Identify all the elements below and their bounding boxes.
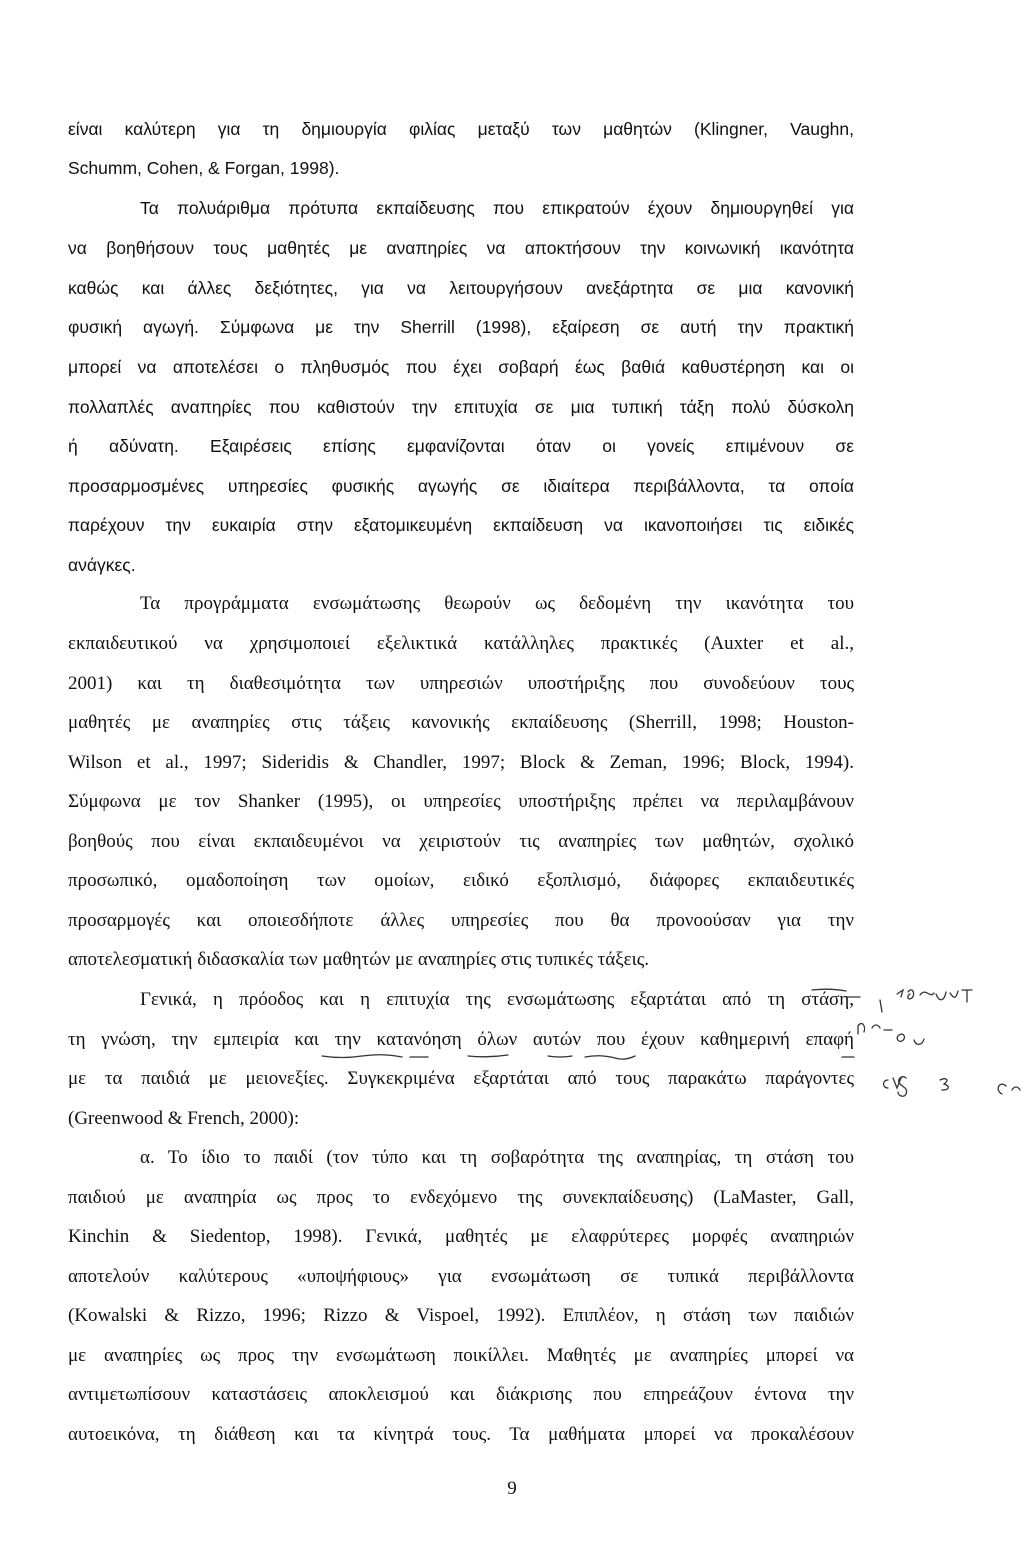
text-line: Τα πολυάριθμα πρότυπα εκπαίδευσης που επικρατούν έχουν δημιουργηθεί για <box>140 198 854 218</box>
text-line: (Greenwood & French, 2000): <box>68 1108 300 1129</box>
text-line: με αναπηρίες ως προς την ενσωμάτωση ποικίλλει. Μαθητές με αναπηρίες μπορεί να <box>68 1345 854 1366</box>
text-line: παρέχουν την ευκαιρία στην εξατομικευμένη εκπαίδευση να ικανοποιήσει τις ειδικές <box>68 515 854 535</box>
text-line: αντιμετωπίσουν καταστάσεις αποκλεισμού και διάκρισης που επηρεάζουν έντονα την <box>68 1384 854 1405</box>
text-line: Τα προγράμματα ενσωμάτωσης θεωρούν ως δεδομένη την ικανότητα του <box>140 593 854 614</box>
page-number: 9 <box>507 1478 517 1499</box>
text-line: αποτελεσματική διδασκαλία των μαθητών με αναπηρίες στις τυπικές τάξεις. <box>68 949 650 970</box>
text-line: είναι καλύτερη για τη δημιουργία φιλίας μεταξύ των μαθητών (Klingner, Vaughn, <box>68 119 854 139</box>
text-line: βοηθούς που είναι εκπαιδευμένοι να χειριστούν τις αναπηρίες των μαθητών, σχολικό <box>68 831 854 852</box>
text-line: Wilson et al., 1997; Sideridis & Chandler, 1997; Block & Zeman, 1996; Block, 1994). <box>68 752 854 773</box>
text-line: να βοηθήσουν τους μαθητές με αναπηρίες να αποκτήσουν την κοινωνική ικανότητα <box>68 238 854 258</box>
text-line: Schumm, Cohen, & Forgan, 1998). <box>68 158 340 178</box>
text-line: παιδιού με αναπηρία ως προς το ενδεχόμενο της συνεκπαίδευσης) (LaMaster, Gall, <box>68 1187 854 1208</box>
text-line: φυσική αγωγή. Σύμφωνα με την Sherrill (1998), εξαίρεση σε αυτή την πρακτική <box>68 317 854 337</box>
text-line: μπορεί να αποτελέσει ο πληθυσμός που έχει σοβαρή έως βαθιά καθυστέρηση και οι <box>68 357 854 377</box>
text-line: (Kowalski & Rizzo, 1996; Rizzo & Vispoel, 1992). Επιπλέον, η στάση των παιδιών <box>68 1305 854 1326</box>
text-line: καθώς και άλλες δεξιότητες, για να λειτουργήσουν ανεξάρτητα σε μια κανονική <box>68 278 854 298</box>
text-line: α. Το ίδιο το παιδί (τον τύπο και τη σοβαρότητα της αναπηρίας, τη στάση του <box>140 1147 854 1168</box>
text-line: Kinchin & Siedentop, 1998). Γενικά, μαθητές με ελαφρύτερες μορφές αναπηριών <box>68 1226 854 1247</box>
text-line: εκπαιδευτικού να χρησιμοποιεί εξελικτικά κατάλληλες πρακτικές (Auxter et al., <box>68 633 854 654</box>
text-line: αυτοεικόνα, τη διάθεση και τα κίνητρά τους. Τα μαθήματα μπορεί να προκαλέσουν <box>68 1424 854 1445</box>
text-line: 2001) και τη διαθεσιμότητα των υπηρεσιών υποστήριξης που συνοδεύουν τους <box>68 673 854 694</box>
text-line: Σύμφωνα με τον Shanker (1995), οι υπηρεσίες υποστήριξης πρέπει να περιλαμβάνουν <box>68 791 854 812</box>
text-line: με τα παιδιά με μειονεξίες. Συγκεκριμένα εξαρτάται από τους παρακάτω παράγοντες <box>68 1068 854 1089</box>
text-line: Γενικά, η πρόοδος και η επιτυχία της ενσωμάτωσης εξαρτάται από τη στάση, <box>140 989 854 1010</box>
text-line: προσωπικό, ομαδοποίηση των ομοίων, ειδικό εξοπλισμό, διάφορες εκπαιδευτικές <box>68 870 854 891</box>
text-line: προσαρμογές και οποιεσδήποτε άλλες υπηρεσίες που θα προνοούσαν για την <box>68 910 854 931</box>
text-line: προσαρμοσμένες υπηρεσίες φυσικής αγωγής σε ιδιαίτερα περιβάλλοντα, τα οποία <box>68 476 854 496</box>
text-line: αποτελούν καλύτερους «υποψήφιους» για ενσωμάτωση σε τυπικά περιβάλλοντα <box>68 1266 854 1287</box>
text-line: πολλαπλές αναπηρίες που καθιστούν την επιτυχία σε μια τυπική τάξη πολύ δύσκολη <box>68 397 854 417</box>
text-line: ανάγκες. <box>68 555 136 575</box>
text-line: ή αδύνατη. Εξαιρέσεις επίσης εμφανίζονται όταν οι γονείς επιμένουν σε <box>68 436 854 456</box>
text-line: μαθητές με αναπηρίες στις τάξεις κανονικής εκπαίδευσης (Sherrill, 1998; Houston- <box>68 712 854 733</box>
text-line: τη γνώση, την εμπειρία και την κατανόηση όλων αυτών που έχουν καθημερινή επαφή <box>68 1029 854 1050</box>
